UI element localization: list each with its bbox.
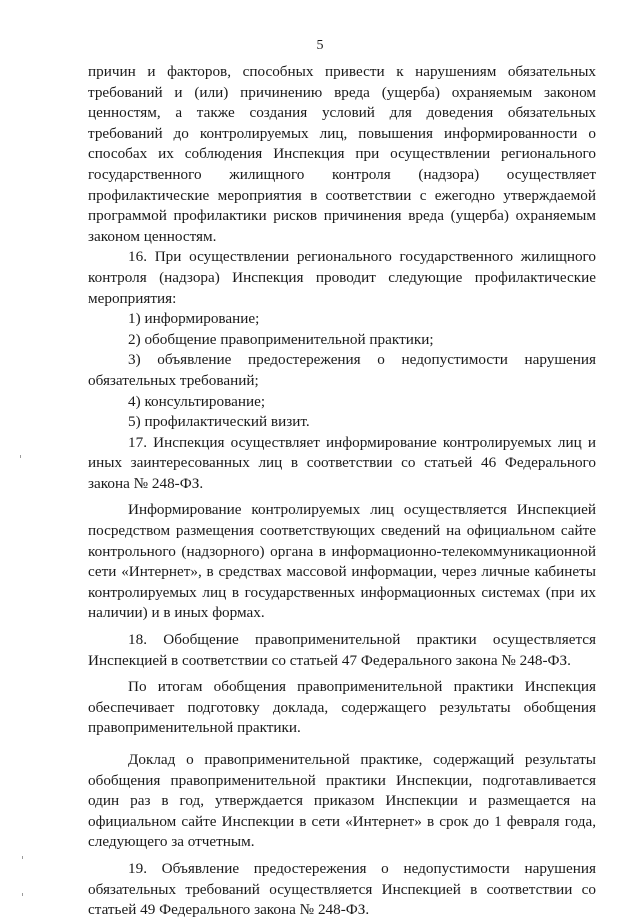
paragraph-intro-continuation: причин и факторов, способных привести к нарушениям обязательных требований и (или) причинению вреда (ущерба) охраняемым законом ценностям, а также создания условий для доведения обязательных требований до контролируемых лиц, повышения информированности о способах их соблюдения Инспекция при осуществлении регионального государственного жилищного контроля (надзора) осуществляет профилактические мероприятия в соответствии с ежегодно утверждаемой программой профилактики рисков причинения вреда (ущерба) охраняемым законом ценностям. bbox=[88, 63, 596, 245]
list-item-informing: 1) информирование; bbox=[128, 310, 260, 328]
scan-artifact-mark bbox=[22, 893, 23, 896]
list-item-preventive-visit: 5) профилактический визит. bbox=[128, 413, 310, 431]
list-item-consulting: 4) консультирование; bbox=[128, 392, 266, 410]
scan-artifact-mark bbox=[22, 856, 23, 859]
scan-artifact-mark bbox=[20, 455, 21, 458]
list-item-warning: 3) объявление предостережения о недопустимости нарушения обязательных требований; bbox=[88, 351, 596, 389]
paragraph-item-18: 18. Обобщение правоприменительной практики осуществляется Инспекцией в соответствии со статьей 47 Федерального закона № 248-ФЗ. bbox=[88, 631, 596, 669]
paragraph-item-19: 19. Объявление предостережения о недопустимости нарушения обязательных требований осуществляется Инспекцией в соответствии со статьей 49 Федерального закона № 248-ФЗ. bbox=[88, 859, 596, 919]
paragraph-item-16: 16. При осуществлении регионального государственного жилищного контроля (надзора) Инспекция проводит следующие профилактические мероприятия: bbox=[88, 248, 596, 307]
page-number: 5 bbox=[316, 38, 324, 53]
paragraph-informing-details: Информирование контролируемых лиц осуществляется Инспекцией посредством размещения соответствующих сведений на официальном сайте контрольного (надзорного) органа в информационно-телекоммуникационной сети «Интернет», в средствах массовой информации, через личные кабинеты контролируемых лиц в государственных информационных системах (при их наличии) и в иных формах. bbox=[88, 501, 596, 622]
paragraph-report-approval: Доклад о правоприменительной практике, содержащий результаты обобщения правоприменительной практики Инспекции, подготавливается один раз в год, утверждается приказом Инспекции и размещается на официальном сайте Инспекции в сети «Интернет» в срок до 1 февраля года, следующего за отчетным. bbox=[88, 751, 596, 851]
paragraph-item-17: 17. Инспекция осуществляет информирование контролируемых лиц и иных заинтересованных лиц в соответствии со статьей 46 Федерального закона № 248-ФЗ. bbox=[88, 433, 596, 492]
paragraph-report-preparation: По итогам обобщения правоприменительной практики Инспекция обеспечивает подготовку доклада, содержащего результаты обобщения правоприменительной практики. bbox=[88, 678, 596, 737]
list-item-generalization: 2) обобщение правоприменительной практики; bbox=[128, 330, 434, 348]
document-body bbox=[88, 62, 596, 921]
